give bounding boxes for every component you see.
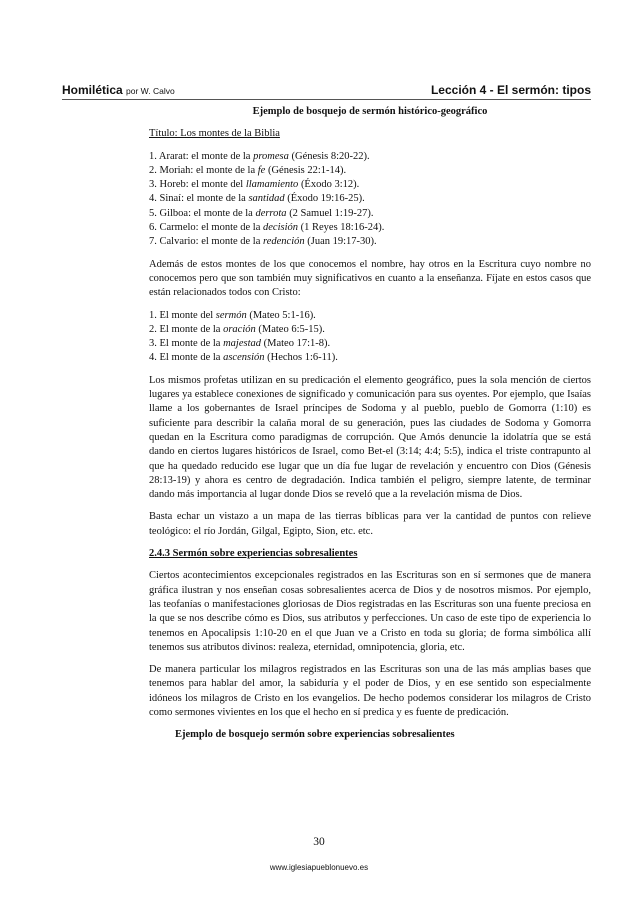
paragraph-unnamed-mountains: Además de estos montes de los que conocemos el nombre, hay otros en la Escritura cuyo nombre no conocemos pero que son también muy significativos en cuanto a la enseñanza. Fíjate en estos casos que están relacionados todos con Cristo: bbox=[149, 258, 591, 299]
section-title: Ejemplo de bosquejo de sermón histórico-geográfico bbox=[252, 106, 488, 117]
list-item: 7. Calvario: el monte de la redención (Juan 19:17-30). bbox=[149, 236, 377, 248]
list-item: 2. Moriah: el monte de la fe (Génesis 22:1-14). bbox=[149, 164, 347, 176]
footer-url: www.iglesiapueblonuevo.es bbox=[269, 863, 369, 872]
subheading: 2.4.3 Sermón sobre experiencias sobresalientes bbox=[149, 548, 358, 560]
christ-mountains-list bbox=[149, 309, 591, 366]
list-item: 4. Sinaí: el monte de la santidad (Éxodo 19:16-25). bbox=[149, 193, 365, 205]
list-item: 4. El monte de la ascensión (Hechos 1:6-11). bbox=[149, 352, 338, 364]
paragraph-prophets: Los mismos profetas utilizan en su predicación el elemento geográfico, pues la sola mención de ciertos lugares ya establece conexiones de significado y comunicación para sus oyentes. Por ejemplo, que Isaías llame a los gobernantes de Israel príncipes de Sodoma y al pueblo, pueblo de Gomorra (1:10) es suficiente para describir la calaña moral de su generación, pues las ciudades de Sodoma y Gomorra quedan en la Escritura como paradigmas de corrupción. Que Amós denuncie la idolatría que se está dando en ciertos lugares históricos de Israel, como Bet-el (3:14; 4:4; 5:5), indica el triste contrapunto al que ha quedado reducido ese lugar que un día fue lugar de revelación y encuentro con Dios (Génesis 28:13-19) y ahora es centro de degradación. Indica también el peligro, siempre latente, de terminar dando más importancia al lugar donde Dios se reveló que a la revelación misma de Dios. bbox=[149, 374, 591, 501]
header-rule bbox=[62, 99, 591, 100]
mountains-list bbox=[149, 150, 591, 250]
paragraph-miracles: De manera particular los milagros registrados en las Escrituras son una de las más amplias bases que tenemos para hablar del amor, la sabiduría y el poder de Dios, y en ese sentido son especialmente idóneos los milagros de Cristo en los evangelios. De hecho podemos considerar los milagros de Cristo como sermones vivientes en los que el hecho en sí predica y es fuente de predicación. bbox=[149, 664, 591, 718]
list-item: 3. El monte de la majestad (Mateo 17:1-8). bbox=[149, 338, 331, 350]
header-left bbox=[62, 83, 175, 97]
page-content bbox=[149, 105, 591, 743]
final-heading: Ejemplo de bosquejo sermón sobre experiencias sobresalientes bbox=[175, 729, 455, 741]
list-item: 1. Ararat: el monte de la promesa (Génesis 8:20-22). bbox=[149, 150, 370, 162]
list-item: 5. Gilboa: el monte de la derrota (2 Samuel 1:19-27). bbox=[149, 207, 374, 219]
page-header bbox=[62, 83, 591, 99]
paragraph-map: Basta echar un vistazo a un mapa de las tierras bíblicas para ver la cantidad de puntos con relieve teológico: el río Jordán, Gilgal, Egipto, Sion, etc. etc. bbox=[149, 511, 591, 537]
course-title: Homilética bbox=[62, 83, 123, 97]
lesson-title: Lección 4 - El sermón: tipos bbox=[430, 83, 591, 97]
outline-title: Título: Los montes de la Biblia bbox=[149, 128, 280, 140]
page-number: 30 bbox=[313, 836, 325, 848]
author-credit: por W. Calvo bbox=[126, 86, 175, 96]
list-item: 6. Carmelo: el monte de la decisión (1 Reyes 18:16-24). bbox=[149, 222, 385, 234]
list-item: 1. El monte del sermón (Mateo 5:1-16). bbox=[149, 309, 316, 321]
list-item: 3. Horeb: el monte del llamamiento (Éxodo 3:12). bbox=[149, 179, 360, 191]
paragraph-events: Ciertos acontecimientos excepcionales registrados en las Escrituras son en sí sermones que de manera gráfica ilustran y nos enseñan cosas sobresalientes acerca de Dios y de nosotros mismos. Por ejemplo, las teofanías o manifestaciones gloriosas de Dios registradas en las Escrituras son una fuente preciosa en la que se nos describe cómo es Dios, sus atributos y perfecciones. Un caso de este tipo de experiencia lo tenemos en Apocalipsis 1:10-20 en el que Juan ve a Cristo en toda su gloria; de forma simbólica allí tenemos sus atributos divinos: realeza, eternidad, omnipotencia, gloria, etc. bbox=[149, 570, 591, 653]
list-item: 2. El monte de la oración (Mateo 6:5-15). bbox=[149, 323, 325, 335]
